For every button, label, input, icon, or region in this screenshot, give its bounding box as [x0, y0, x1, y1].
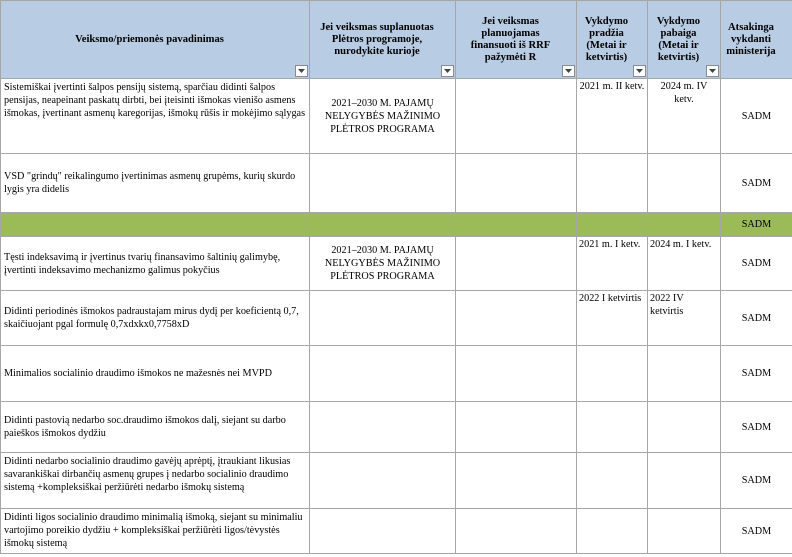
- start-cell[interactable]: 2021 m. II ketv.: [577, 79, 648, 154]
- chevron-down-icon: [636, 69, 643, 73]
- table-row: [1, 346, 792, 402]
- rrf-cell[interactable]: [456, 213, 577, 237]
- column-header-ministry: [721, 1, 792, 79]
- end-cell[interactable]: [648, 213, 721, 237]
- ministry-cell[interactable]: SADM: [721, 154, 792, 213]
- end-cell[interactable]: 2024 m. IV ketv.: [648, 79, 721, 154]
- program-cell[interactable]: [310, 453, 456, 509]
- start-cell[interactable]: 2022 I ketvirtis: [577, 291, 648, 346]
- action-name-cell[interactable]: [1, 213, 310, 237]
- column-header-label: Vykdymo pradžia (Metai ir ketvirtis): [584, 15, 629, 63]
- rrf-cell[interactable]: [456, 79, 577, 154]
- table-row: [1, 291, 792, 346]
- action-name-cell[interactable]: Didinti nedarbo socialinio draudimo gavėjų aprėptį, įtraukiant likusias savarankiškai dirbančių asmenų grupes į nedarbo socialinio draudimo sistemą +kompleksiškai peržiūrėti nedarbo išmokų sistemą: [1, 453, 310, 509]
- rrf-cell[interactable]: [456, 346, 577, 402]
- chevron-down-icon: [565, 69, 572, 73]
- end-cell[interactable]: [648, 453, 721, 509]
- start-cell[interactable]: [577, 213, 648, 237]
- rrf-cell[interactable]: [456, 237, 577, 291]
- start-cell[interactable]: [577, 346, 648, 402]
- column-header-action-name: [1, 1, 310, 79]
- table-row: [1, 509, 792, 554]
- column-header-label: Vykdymo pabaiga (Metai ir ketvirtis): [656, 15, 701, 63]
- column-header-rrf: [456, 1, 577, 79]
- action-name-cell[interactable]: Sistemiškai įvertinti šalpos pensijų sistemą, sparčiau didinti šalpos pensijas, neapeinant paskatų dirbti, bei įteisinti išmokas vienišo asmens išmokas, įvertinant asmenų karegorijas, išmokų rūšis ir mokėjimo sąlygas: [1, 79, 310, 154]
- ministry-cell[interactable]: SADM: [721, 509, 792, 554]
- table-row: [1, 402, 792, 453]
- table-row: [1, 453, 792, 509]
- start-cell[interactable]: [577, 402, 648, 453]
- program-cell[interactable]: [310, 402, 456, 453]
- program-cell[interactable]: [310, 509, 456, 554]
- header-row: [1, 1, 792, 79]
- end-cell[interactable]: 2022 IV ketvirtis: [648, 291, 721, 346]
- program-cell[interactable]: 2021–2030 M. PAJAMŲ NELYGYBĖS MAŽINIMO PLĖTROS PROGRAMA: [310, 237, 456, 291]
- start-cell[interactable]: [577, 453, 648, 509]
- ministry-cell[interactable]: SADM: [721, 79, 792, 154]
- end-cell[interactable]: [648, 346, 721, 402]
- column-header-label: Veiksmo/priemonės pavadinimas: [75, 33, 224, 45]
- program-cell[interactable]: [310, 291, 456, 346]
- action-name-cell[interactable]: Didinti ligos socialinio draudimo minimalią išmoką, siejant su minimaliu vartojimo poreikio dydžiu + kompleksiškai peržiūrėti ligos/tėvystės išmokų sistemą: [1, 509, 310, 554]
- filter-dropdown-button[interactable]: [633, 65, 646, 77]
- column-header-label: Atsakinga vykdanti ministerija: [726, 21, 776, 57]
- program-cell[interactable]: [310, 346, 456, 402]
- table-row: [1, 237, 792, 291]
- action-name-cell[interactable]: VSD "grindų" reikalingumo įvertinimas asmenų grupėms, kurių skurdo lygis yra didelis: [1, 154, 310, 213]
- table-row: [1, 154, 792, 213]
- column-header-end: [648, 1, 721, 79]
- rrf-cell[interactable]: [456, 453, 577, 509]
- chevron-down-icon: [444, 69, 451, 73]
- program-cell[interactable]: 2021–2030 M. PAJAMŲ NELYGYBĖS MAŽINIMO PLĖTROS PROGRAMA: [310, 79, 456, 154]
- chevron-down-icon: [298, 69, 305, 73]
- program-cell[interactable]: [310, 154, 456, 213]
- column-header-program: [310, 1, 456, 79]
- column-header-label: Jei veiksmas suplanuotas Plėtros programoje, nurodykite kurioje: [320, 21, 434, 57]
- filter-dropdown-button[interactable]: [441, 65, 454, 77]
- rrf-cell[interactable]: [456, 509, 577, 554]
- filter-dropdown-button[interactable]: [562, 65, 575, 77]
- table-row: [1, 213, 792, 237]
- end-cell[interactable]: [648, 154, 721, 213]
- rrf-cell[interactable]: [456, 402, 577, 453]
- action-name-cell[interactable]: Minimalios socialinio draudimo išmokos ne mažesnės nei MVPD: [1, 346, 310, 402]
- ministry-cell[interactable]: SADM: [721, 453, 792, 509]
- action-name-cell[interactable]: Tęsti indeksavimą ir įvertinus tvarių finansavimo šaltinių galimybę, įvertinti indeksavimo mechanizmo galimus pokyčius: [1, 237, 310, 291]
- filter-dropdown-button[interactable]: [295, 65, 308, 77]
- column-header-start: [577, 1, 648, 79]
- end-cell[interactable]: 2024 m. I ketv.: [648, 237, 721, 291]
- ministry-cell[interactable]: SADM: [721, 237, 792, 291]
- rrf-cell[interactable]: [456, 154, 577, 213]
- chevron-down-icon: [709, 69, 716, 73]
- ministry-cell[interactable]: SADM: [721, 402, 792, 453]
- ministry-cell[interactable]: SADM: [721, 291, 792, 346]
- action-name-cell[interactable]: Didinti pastovią nedarbo soc.draudimo išmokos dalį, siejant su darbo paieškos išmokos dydžiu: [1, 402, 310, 453]
- ministry-cell[interactable]: SADM: [721, 213, 792, 237]
- filter-dropdown-button[interactable]: [706, 65, 719, 77]
- column-header-label: Jei veiksmas planuojamas finansuoti iš RRF pažymėti R: [470, 15, 551, 63]
- end-cell[interactable]: [648, 402, 721, 453]
- start-cell[interactable]: [577, 509, 648, 554]
- table-row: [1, 79, 792, 154]
- ministry-cell[interactable]: SADM: [721, 346, 792, 402]
- start-cell[interactable]: [577, 154, 648, 213]
- program-cell[interactable]: [310, 213, 456, 237]
- start-cell[interactable]: 2021 m. I ketv.: [577, 237, 648, 291]
- action-name-cell[interactable]: Didinti periodinės išmokos padraustajam mirus dydį per koeficientą 0,7, skaičiuojant pgal formulę 0,7xdxkx0,7758xD: [1, 291, 310, 346]
- rrf-cell[interactable]: [456, 291, 577, 346]
- end-cell[interactable]: [648, 509, 721, 554]
